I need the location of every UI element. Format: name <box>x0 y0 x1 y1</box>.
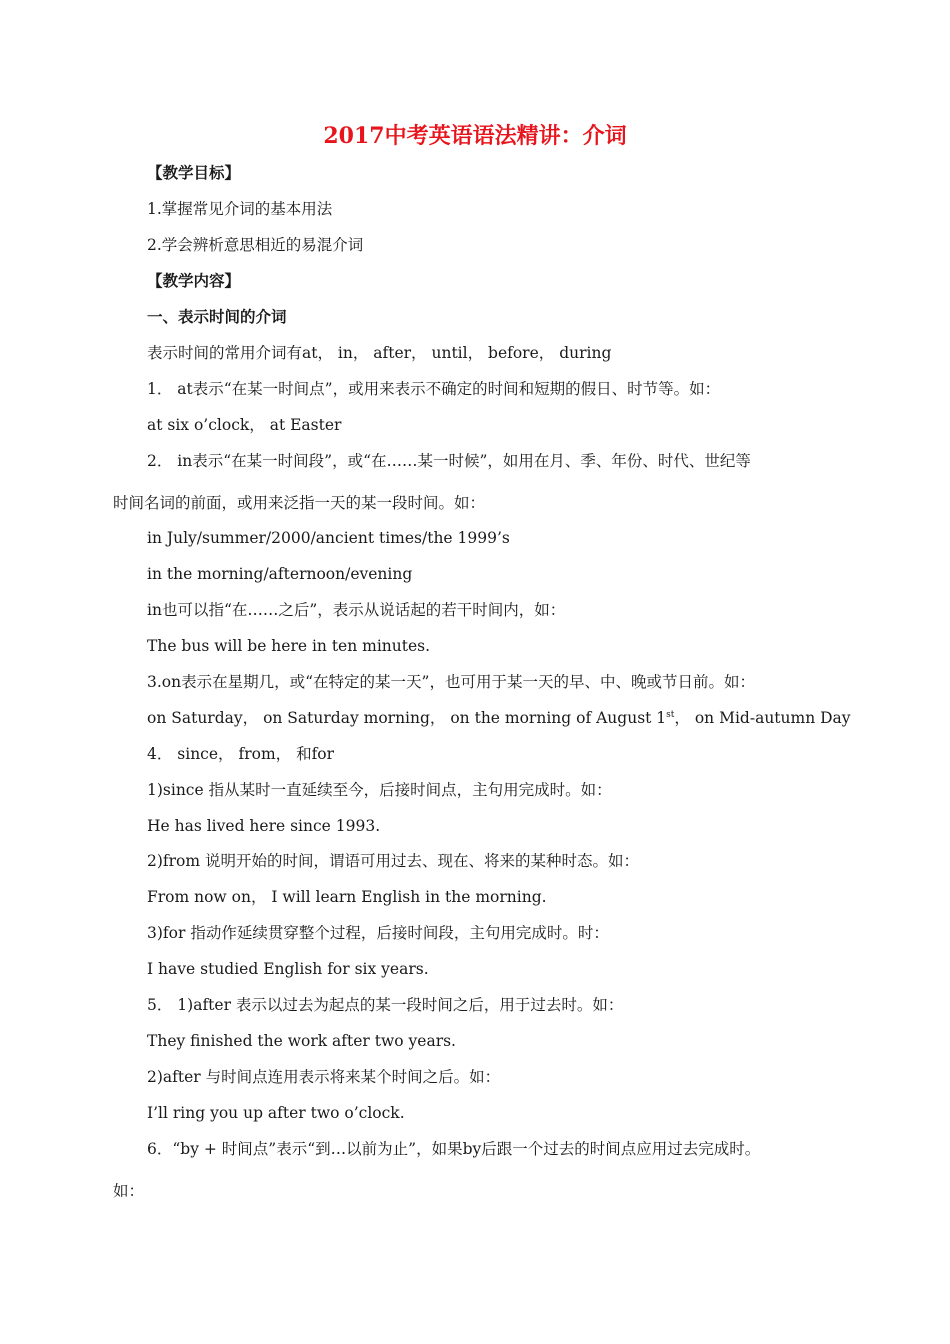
objectives-heading: 【教学目标】 <box>147 163 241 182</box>
since-example: He has lived here since 1993. <box>147 817 381 835</box>
since-heading: 4． since， from， 和for <box>147 745 335 763</box>
after-rule-2: 2)after 与时间点连用表示将来某个时间之后。如： <box>147 1068 501 1086</box>
on-example <box>147 707 851 729</box>
after-rule-1: 5． 1)after 表示以过去为起点的某一段时间之后，用于过去时。如： <box>147 996 624 1014</box>
from-example: From now on， I will learn English in the morning. <box>147 888 547 906</box>
since-rule: 1)since 指从某时一直延续至今，后接时间点，主句用完成时。如： <box>147 781 612 799</box>
at-rule: 1． at表示“在某一时间点”，或用来表示不确定的时间和短期的假日、时节等。如： <box>147 380 721 398</box>
on-example-text-end: ， on Mid-autumn Day <box>674 709 851 727</box>
in-example-2: in the morning/afternoon/evening <box>147 565 413 583</box>
in-example-3: The bus will be here in ten minutes. <box>147 637 431 655</box>
after-example-2: I’ll ring you up after two o’clock. <box>147 1104 405 1122</box>
intro-line: 表示时间的常用介词有at， in， after， until， before， during <box>147 344 612 362</box>
in-rule-line-3: in也可以指“在……之后”，表示从说话起的若干时间内，如： <box>147 601 566 619</box>
objective-item: 1.掌握常见介词的基本用法 <box>147 200 333 218</box>
document-title: 2017中考英语语法精讲：介词 <box>323 123 627 149</box>
content-heading: 【教学内容】 <box>147 271 241 290</box>
in-rule-line-1: 2． in表示“在某一时间段”，或“在……某一时候”，如用在月、季、年份、时代、世纪等 <box>147 452 751 470</box>
section-heading: 一、表示时间的介词 <box>147 307 287 326</box>
for-example: I have studied English for six years. <box>147 960 429 978</box>
at-example: at six o’clock， at Easter <box>147 416 342 434</box>
objective-item: 2.学会辨析意思相近的易混介词 <box>147 236 364 254</box>
in-rule-line-2: 时间名词的前面，或用来泛指一天的某一段时间。如： <box>113 494 486 512</box>
from-rule: 2)from 说明开始的时间，谓语可用过去、现在、将来的某种时态。如： <box>147 852 640 870</box>
for-rule: 3)for 指动作延续贯穿整个过程，后接时间段，主句用完成时。时： <box>147 924 609 942</box>
in-example-1: in July/summer/2000/ancient times/the 1999’s <box>147 529 510 547</box>
on-example-text: on Saturday， on Saturday morning， on the morning of August 1 <box>147 709 667 727</box>
by-rule-trailer: 如： <box>113 1182 145 1200</box>
ordinal-suffix: st <box>666 709 675 720</box>
by-rule: 6．“by + 时间点”表示“到…以前为止”，如果by后跟一个过去的时间点应用过去完成时。 <box>147 1140 761 1158</box>
after-example-1: They finished the work after two years. <box>147 1032 456 1050</box>
on-rule: 3.on表示在星期几，或“在特定的某一天”，也可用于某一天的早、中、晚或节日前。如： <box>147 673 755 691</box>
